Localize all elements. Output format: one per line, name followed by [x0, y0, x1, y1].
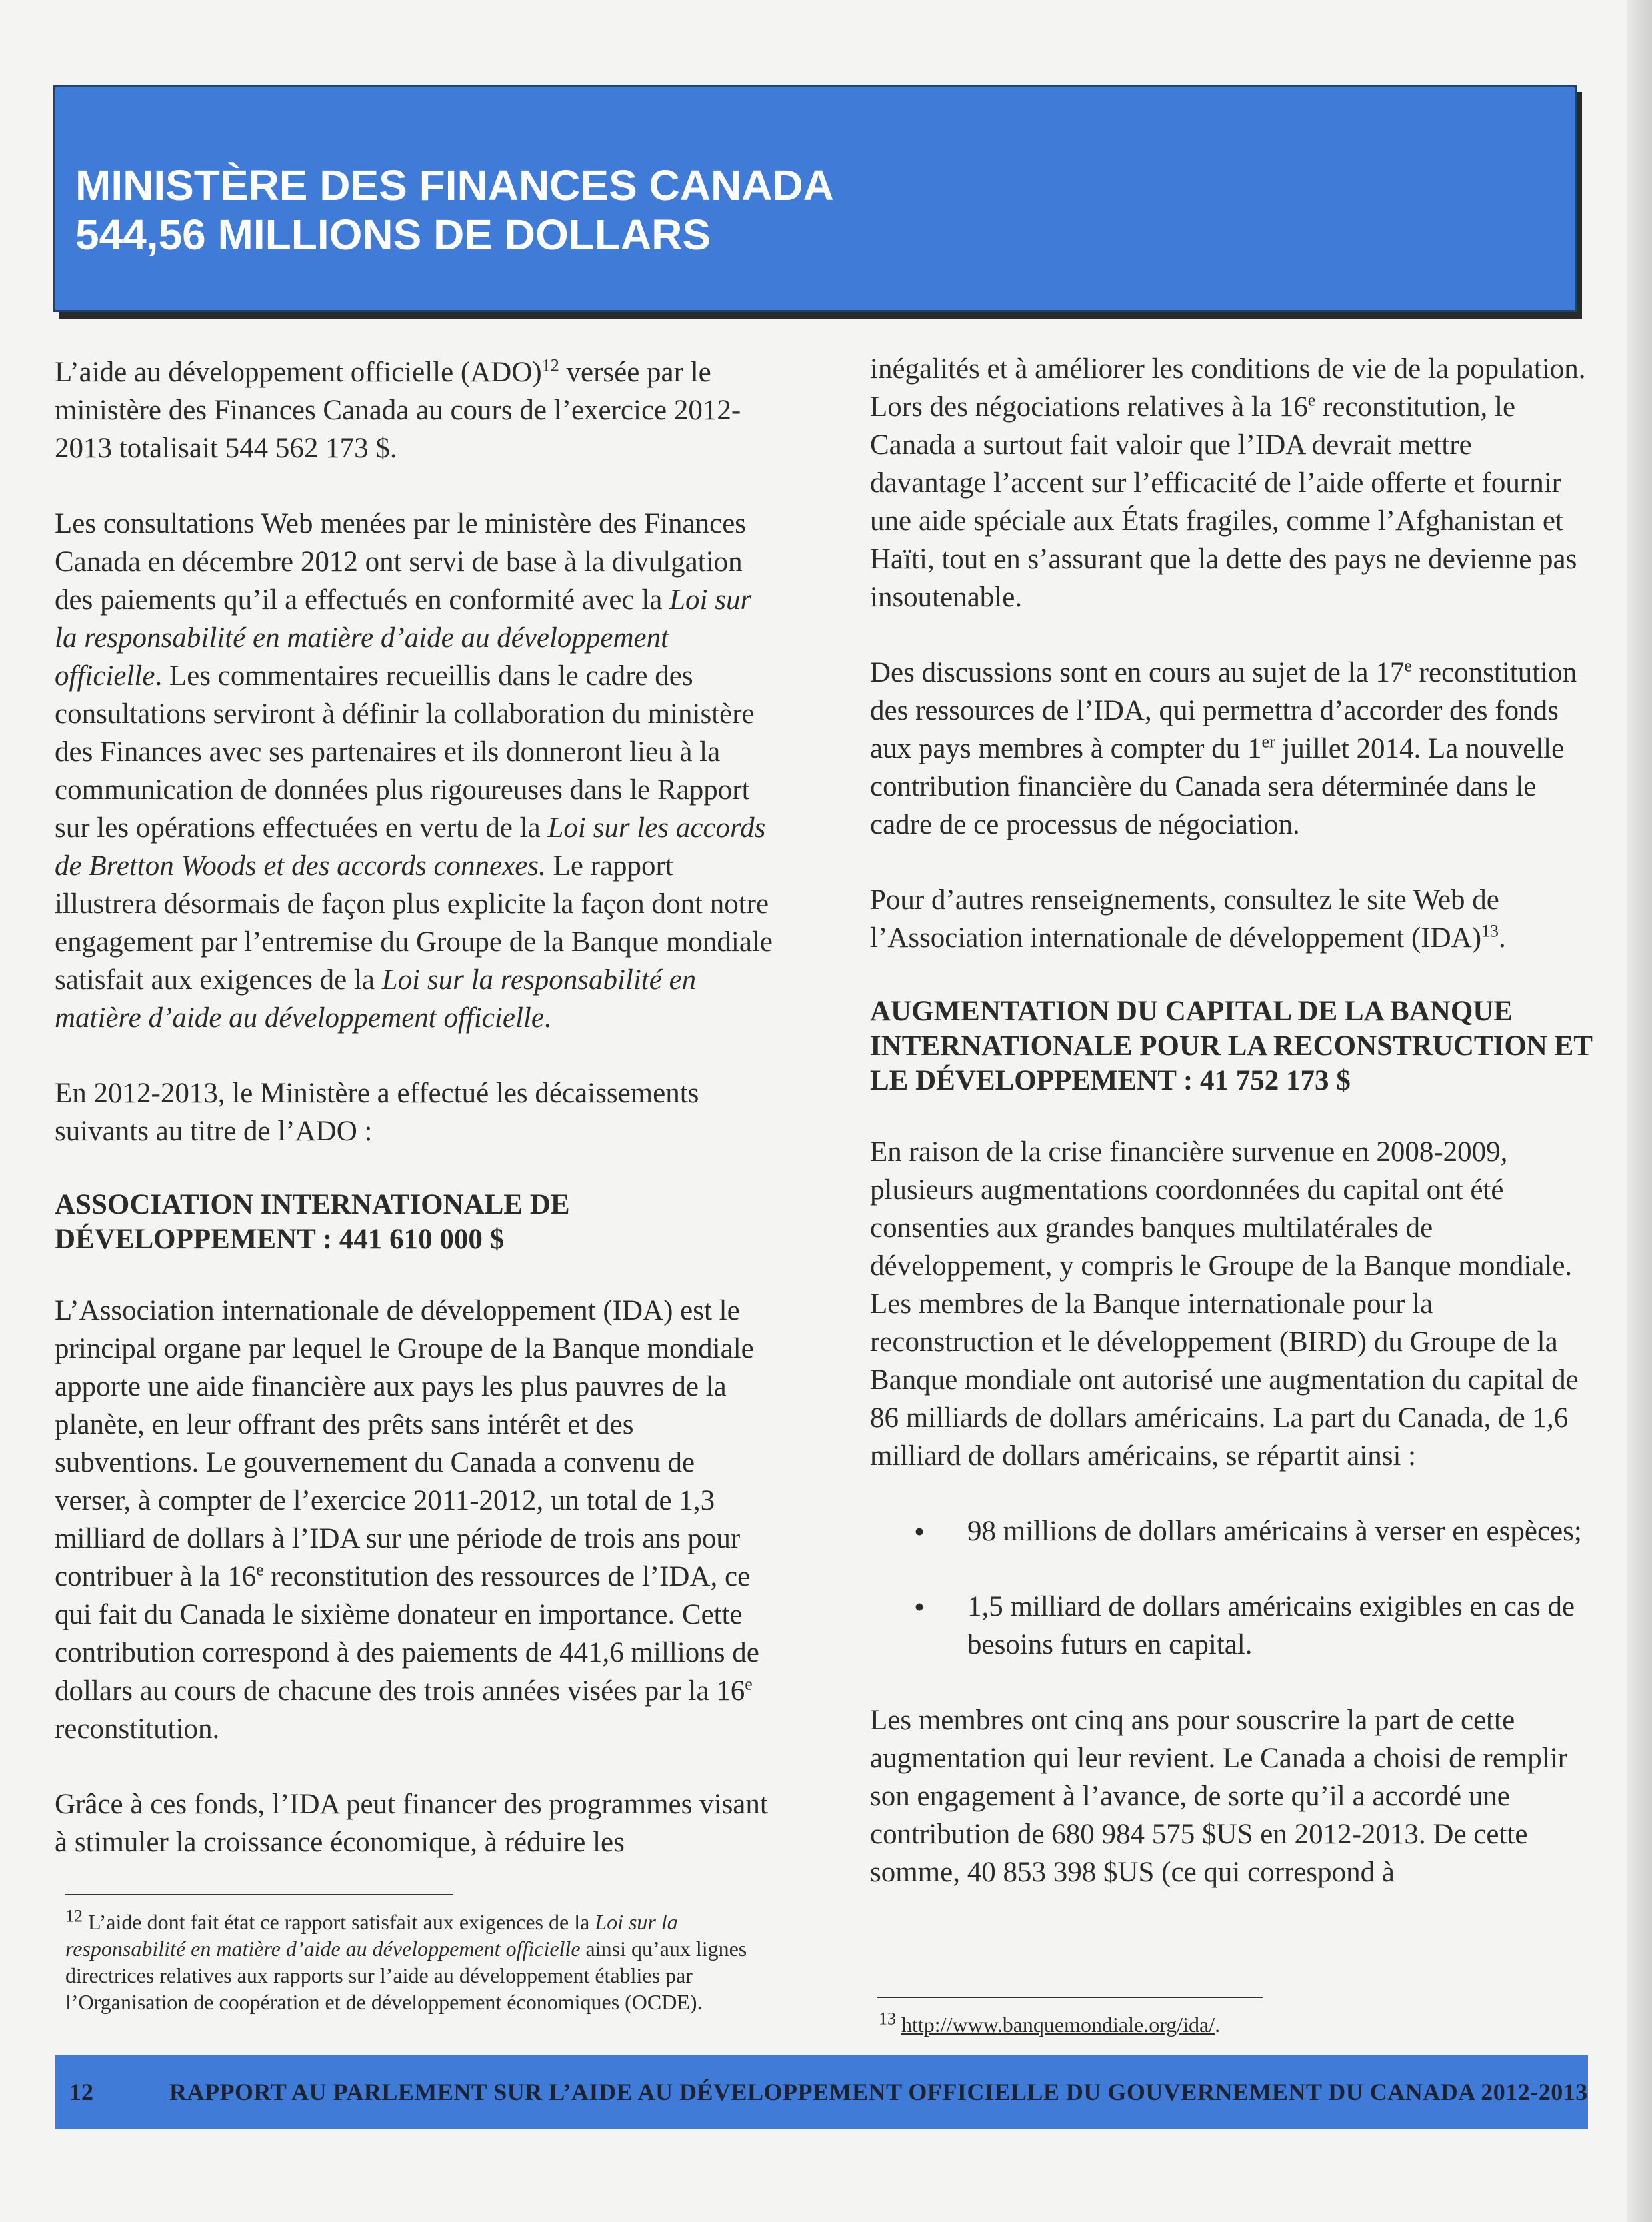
section-title [75, 161, 834, 259]
list-item: • 1,5 milliard de dollars américains exigibles en cas de besoins futurs en capital. [870, 1588, 1593, 1664]
ida17-paragraph: Des discussions sont en cours au sujet de la 17e reconstitution des ressources de l’IDA, qui permettra d’accorder des fonds aux pays membres à compter du 1er juillet 2014. La nouvelle contribution financière du Canada sera déterminée dans le cadre de ce processus de négociation. [870, 656, 1577, 840]
list-item: • 98 millions de dollars américains à verser en espèces; [870, 1512, 1593, 1550]
right-column [870, 350, 1593, 1929]
bird-paragraph: En raison de la crise financière survenue en 2008-2009, plusieurs augmentations coordonnées du capital ont été consenties aux grandes banques multilatérales de développement, y compris le Groupe de la Banque mondiale. Les membres de la Banque internationale pour la reconstruction et le développement (BIRD) du Groupe de la Banque mondiale ont autorisé une augmentation du capital de 86 milliards de dollars américains. La part du Canada, de 1,6 milliard de dollars américains, se répartit ainsi : [870, 1136, 1579, 1472]
section-header-banner [53, 85, 1577, 312]
footnote-ref-12[interactable]: 12 [541, 355, 559, 375]
bird-members-paragraph: Les membres ont cinq ans pour souscrire la part de cette augmentation qui leur revient. Le Canada a choisi de remplir son engagement à l’avance, de sorte qu’il a accordé une contribution de 680 984 575 $US en 2012-2013. De cette somme, 40 853 398 $US (ce qui correspond à [870, 1705, 1567, 1888]
ida-funding-paragraph: Grâce à ces fonds, l’IDA peut financer des programmes visant à stimuler la croissance économique, à réduire les [55, 1789, 768, 1858]
left-column [55, 353, 775, 1899]
ida-heading: ASSOCIATION INTERNATIONALE DE DÉVELOPPEMENT : 441 610 000 $ [55, 1189, 570, 1255]
consultation-paragraph: Les consultations Web menées par le ministère des Finances Canada en décembre 2012 ont servi de base à la divulgation des paiements qu’il a effectués en conformité avec la Loi sur la responsabilité en matière d’aide au développement officielle. Les commentaires recueillis dans le cadre des consultations serviront à définir la collaboration du ministère des Finances avec ses partenaires et ils donneront lieu à la communication de données plus rigoureuses dans le Rapport sur les opérations effectuées en vertu de la Loi sur les accords de Bretton Woods et des accords connexes. Le rapport illustrera désormais de façon plus explicite la façon dont notre engagement par l’entremise du Groupe de la Banque mondiale satisfait aux exigences de la Loi sur la responsabilité en matière d’aide au développement officielle. [55, 508, 773, 1034]
section-title-line-1: MINISTÈRE DES FINANCES CANADA [75, 161, 834, 209]
intro-paragraph: L’aide au développement officielle (ADO)$^{12}$ versée par le ministère des Finances Canada au cours de l’exercice 2012-2013 totalisait 544 562 173 $. [55, 355, 741, 464]
footnote-12: $^{12}$ L’aide dont fait état ce rapport satisfait aux exigences de la Loi sur la responsabilité en matière d’aide au développement officielle ainsi qu’aux lignes directrices relatives aux rapports sur l’aide au développement établies par l’Organisation de coopération et de développement économiques (OCDE). [65, 1906, 747, 2014]
ida-paragraph: L’Association internationale de développement (IDA) est le principal organe par lequel le Groupe de la Banque mondiale apporte une aide financière aux pays les plus pauvres de la planète, en leur offrant des prêts sans intérêt et des subventions. Le gouvernement du Canada a convenu de verser, à compter de l’exercice 2011-2012, un total de 1,3 milliard de dollars à l’IDA sur une période de trois ans pour contribuer à la 16e reconstitution des ressources de l’IDA, ce qui fait du Canada le sixième donateur en importance. Cette contribution correspond à des paiements de 441,6 millions de dollars au cours de chacune des trois années visées par la 16e reconstitution. [55, 1295, 759, 1745]
section-title-line-2: 544,56 MILLIONS DE DOLLARS [75, 211, 711, 259]
ida-website-link[interactable]: http://www.banquemondiale.org/ida/ [901, 2013, 1215, 2037]
footnote-ref-13[interactable]: 13 [1481, 921, 1499, 941]
footnote-divider-right [877, 1997, 1263, 1998]
more-info-paragraph: Pour d’autres renseignements, consultez le site Web de l’Association internationale de développement (IDA)$^{13}$. [870, 884, 1506, 954]
footnote-13: $^{13}$ http://www.banquemondiale.org/ida/. [879, 2009, 1221, 2037]
canada-share-list [870, 1512, 1593, 1664]
disbursement-paragraph: En 2012-2013, le Ministère a effectué les décaissements suivants au titre de l’ADO : [55, 1078, 699, 1147]
page-edge-shadow [1627, 0, 1652, 2222]
footnote-divider-left [65, 1894, 453, 1895]
ida-continued-paragraph: inégalités et à améliorer les conditions de vie de la population. Lors des négociations relatives à la 16e reconstitution, le Canada a surtout fait valoir que l’IDA devrait mettre davantage l’accent sur l’efficacité de l’aide offerte et fournir une aide spéciale aux États fragiles, comme l’Afghanistan et Haïti, tout en s’assurant que la dette des pays ne devienne pas insoutenable. [870, 353, 1586, 613]
bird-heading: AUGMENTATION DU CAPITAL DE LA BANQUE INTERNATIONALE POUR LA RECONSTRUCTION ET LE DÉVELOPPEMENT : 41 752 173 $ [870, 996, 1593, 1096]
page-footer [55, 2055, 1588, 2129]
report-title: RAPPORT AU PARLEMENT SUR L’AIDE AU DÉVELOPPEMENT OFFICIELLE DU GOUVERNEMENT DU CANADA 2012-2013 [169, 2079, 1588, 2105]
page-number: 12 [69, 2079, 93, 2105]
